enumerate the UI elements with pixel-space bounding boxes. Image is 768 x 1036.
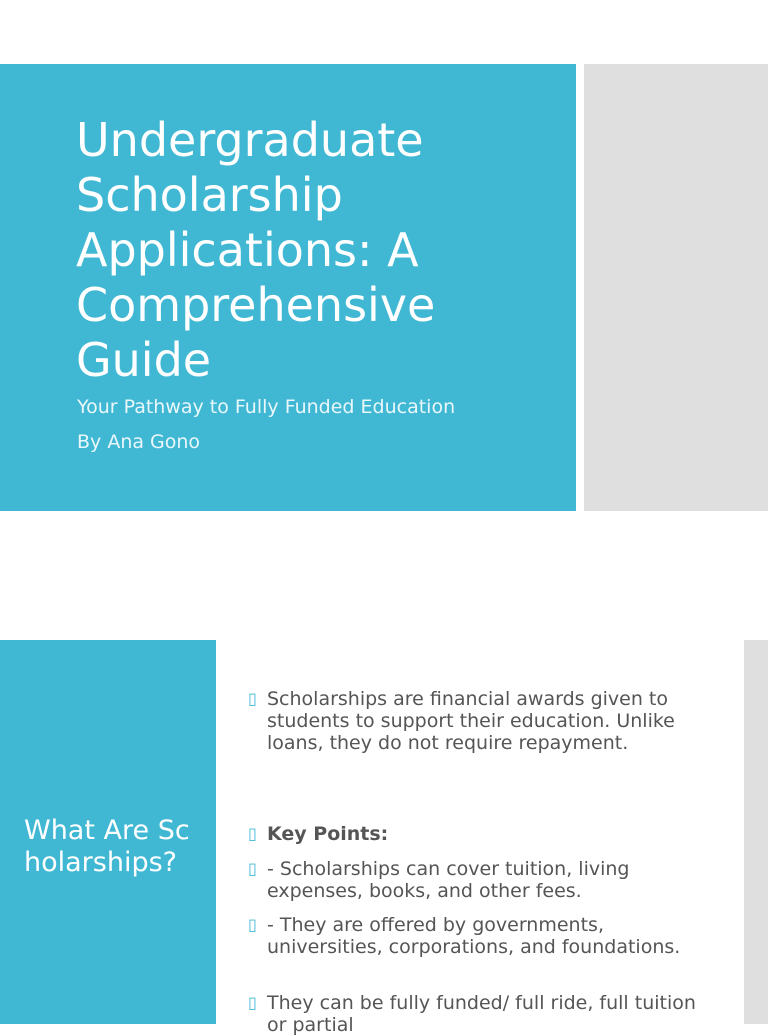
title-slide-side-panel bbox=[584, 64, 768, 511]
section-side-panel bbox=[744, 640, 768, 1024]
bullet-marker-icon: ▯ bbox=[248, 824, 257, 843]
bullet-marker-icon: ▯ bbox=[248, 993, 257, 1012]
bullet-text: Scholarships are financial awards given to students to support their education. Unlike loans, they do not require repayment. bbox=[267, 688, 675, 754]
bullet-item bbox=[248, 992, 708, 1036]
slide-title: Undergraduate Scholarship Applications: A Comprehensive Guide bbox=[76, 113, 436, 387]
section-heading: What Are Scholarships? bbox=[24, 815, 190, 878]
bullet-item bbox=[248, 858, 708, 902]
bullet-text: - Scholarships can cover tuition, living expenses, books, and other fees. bbox=[267, 858, 630, 902]
bullet-item bbox=[248, 914, 708, 958]
bullet-text: Key Points: bbox=[267, 823, 389, 845]
bullet-text: They can be fully funded/ full ride, full tuition or partial bbox=[267, 992, 696, 1036]
bullet-marker-icon: ▯ bbox=[248, 859, 257, 878]
bullet-text: - They are offered by governments, universities, corporations, and foundations. bbox=[267, 914, 681, 958]
slide-subtitle: Your Pathway to Fully Funded Education bbox=[77, 396, 456, 418]
bullet-marker-icon: ▯ bbox=[248, 915, 257, 934]
bullet-item bbox=[248, 823, 708, 845]
bullet-marker-icon: ▯ bbox=[248, 689, 257, 708]
slide-author: By Ana Gono bbox=[77, 431, 201, 453]
bullet-item bbox=[248, 688, 708, 754]
